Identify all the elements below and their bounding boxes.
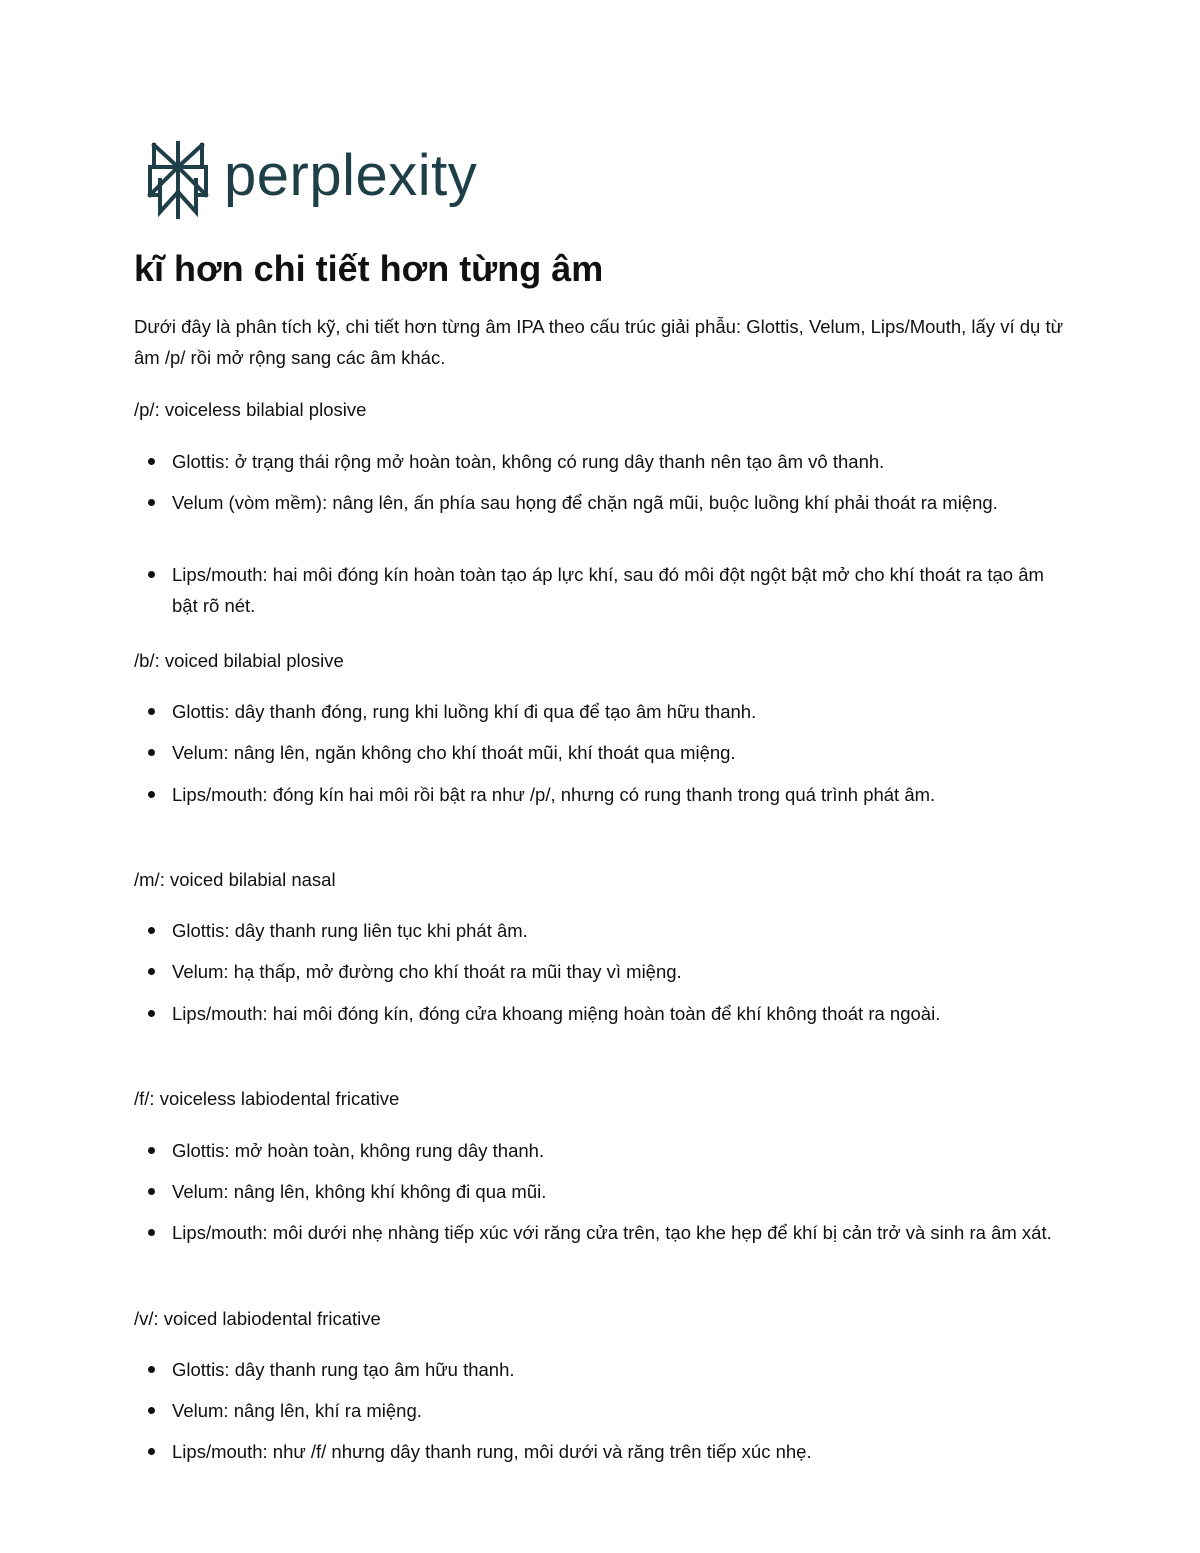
- list-item: [172, 446, 1072, 477]
- section-m: [134, 865, 1074, 1024]
- bullet-dot: [148, 708, 155, 715]
- section-heading: /m/: voiced bilabial nasal: [134, 869, 336, 890]
- list-item-text: Glottis: dây thanh đóng, rung khi luồng khí đi qua để tạo âm hữu thanh.: [172, 701, 757, 722]
- list-item-text: Glottis: mở hoàn toàn, không rung dây thanh.: [172, 1140, 545, 1161]
- bullet-dot: [148, 499, 155, 506]
- list-item-text: Lips/mouth: hai môi đóng kín, đóng cửa khoang miệng hoàn toàn để khí không thoát ra ngoài.: [172, 1003, 941, 1024]
- list-item: [172, 915, 1072, 946]
- bullet-dot: [148, 458, 155, 465]
- bullet-dot: [148, 1147, 155, 1154]
- bullet-dot: [148, 749, 155, 756]
- bullet-dot: [148, 1188, 155, 1195]
- list-item-text: Lips/mouth: hai môi đóng kín hoàn toàn tạo áp lực khí, sau đó môi đột ngột bật mở cho khí thoát ra tạo âm bật rõ nét.: [172, 564, 1044, 616]
- list-item: [172, 737, 1072, 768]
- list-item: [172, 779, 1072, 810]
- section-f: [134, 1084, 1074, 1243]
- perplexity-logo-icon: [146, 140, 210, 220]
- bullet-dot: [148, 927, 155, 934]
- list-item-text: Velum: hạ thấp, mở đường cho khí thoát ra mũi thay vì miệng.: [172, 961, 682, 982]
- list-item-text: Velum: nâng lên, không khí không đi qua mũi.: [172, 1181, 547, 1202]
- list-item-text: Glottis: dây thanh rung tạo âm hữu thanh.: [172, 1359, 515, 1380]
- list-item-text: Velum: nâng lên, ngăn không cho khí thoát mũi, khí thoát qua miệng.: [172, 742, 736, 763]
- list-item-text: Velum: nâng lên, khí ra miệng.: [172, 1400, 422, 1421]
- section-heading: /p/: voiceless bilabial plosive: [134, 399, 367, 420]
- list-item-text: Lips/mouth: như /f/ nhưng dây thanh rung, môi dưới và răng trên tiếp xúc nhẹ.: [172, 1441, 812, 1462]
- section-heading: /b/: voiced bilabial plosive: [134, 650, 344, 671]
- list-item: [172, 1135, 1072, 1166]
- perplexity-logo: [146, 140, 477, 220]
- section-v: [134, 1304, 1074, 1462]
- bullet-dot: [148, 571, 155, 578]
- bullet-dot: [148, 1010, 155, 1017]
- list-item: [172, 487, 1072, 518]
- list-item: [172, 559, 1072, 621]
- list-item: [172, 956, 1072, 987]
- bullet-dot: [148, 1407, 155, 1414]
- list-item-text: Velum (vòm mềm): nâng lên, ấn phía sau họng để chặn ngã mũi, buộc luồng khí phải thoát ra miệng.: [172, 492, 998, 513]
- list-item: [172, 1176, 1072, 1207]
- bullet-dot: [148, 1448, 155, 1455]
- document-title: kĩ hơn chi tiết hơn từng âm: [134, 248, 604, 289]
- list-item: [172, 1217, 1072, 1248]
- bullet-dot: [148, 1366, 155, 1373]
- list-item-text: Glottis: dây thanh rung liên tục khi phát âm.: [172, 920, 528, 941]
- bullet-dot: [148, 1229, 155, 1236]
- intro-paragraph: Dưới đây là phân tích kỹ, chi tiết hơn từng âm IPA theo cấu trúc giải phẫu: Glottis, Velum, Lips/Mouth, lấy ví dụ từ âm /p/ rồi mở rộng sang các âm khác.: [134, 316, 1063, 368]
- list-item-text: Glottis: ở trạng thái rộng mở hoàn toàn, không có rung dây thanh nên tạo âm vô thanh.: [172, 451, 885, 472]
- list-item: [172, 998, 1072, 1029]
- list-item: [172, 1395, 1072, 1426]
- list-item-text: Lips/mouth: đóng kín hai môi rồi bật ra như /p/, nhưng có rung thanh trong quá trình phát âm.: [172, 784, 936, 805]
- section-heading: /f/: voiceless labiodental fricative: [134, 1088, 400, 1109]
- bullet-dot: [148, 968, 155, 975]
- list-item: [172, 1436, 1072, 1467]
- perplexity-wordmark: perplexity: [224, 143, 478, 208]
- list-item: [172, 1354, 1072, 1385]
- bullet-dot: [148, 791, 155, 798]
- list-item: [172, 696, 1072, 727]
- section-heading: /v/: voiced labiodental fricative: [134, 1308, 381, 1329]
- list-item-text: Lips/mouth: môi dưới nhẹ nhàng tiếp xúc với răng cửa trên, tạo khe hẹp để khí bị cản trở và sinh ra âm xát.: [172, 1222, 1052, 1243]
- section-b: [134, 646, 1074, 805]
- section-p: [134, 395, 1074, 616]
